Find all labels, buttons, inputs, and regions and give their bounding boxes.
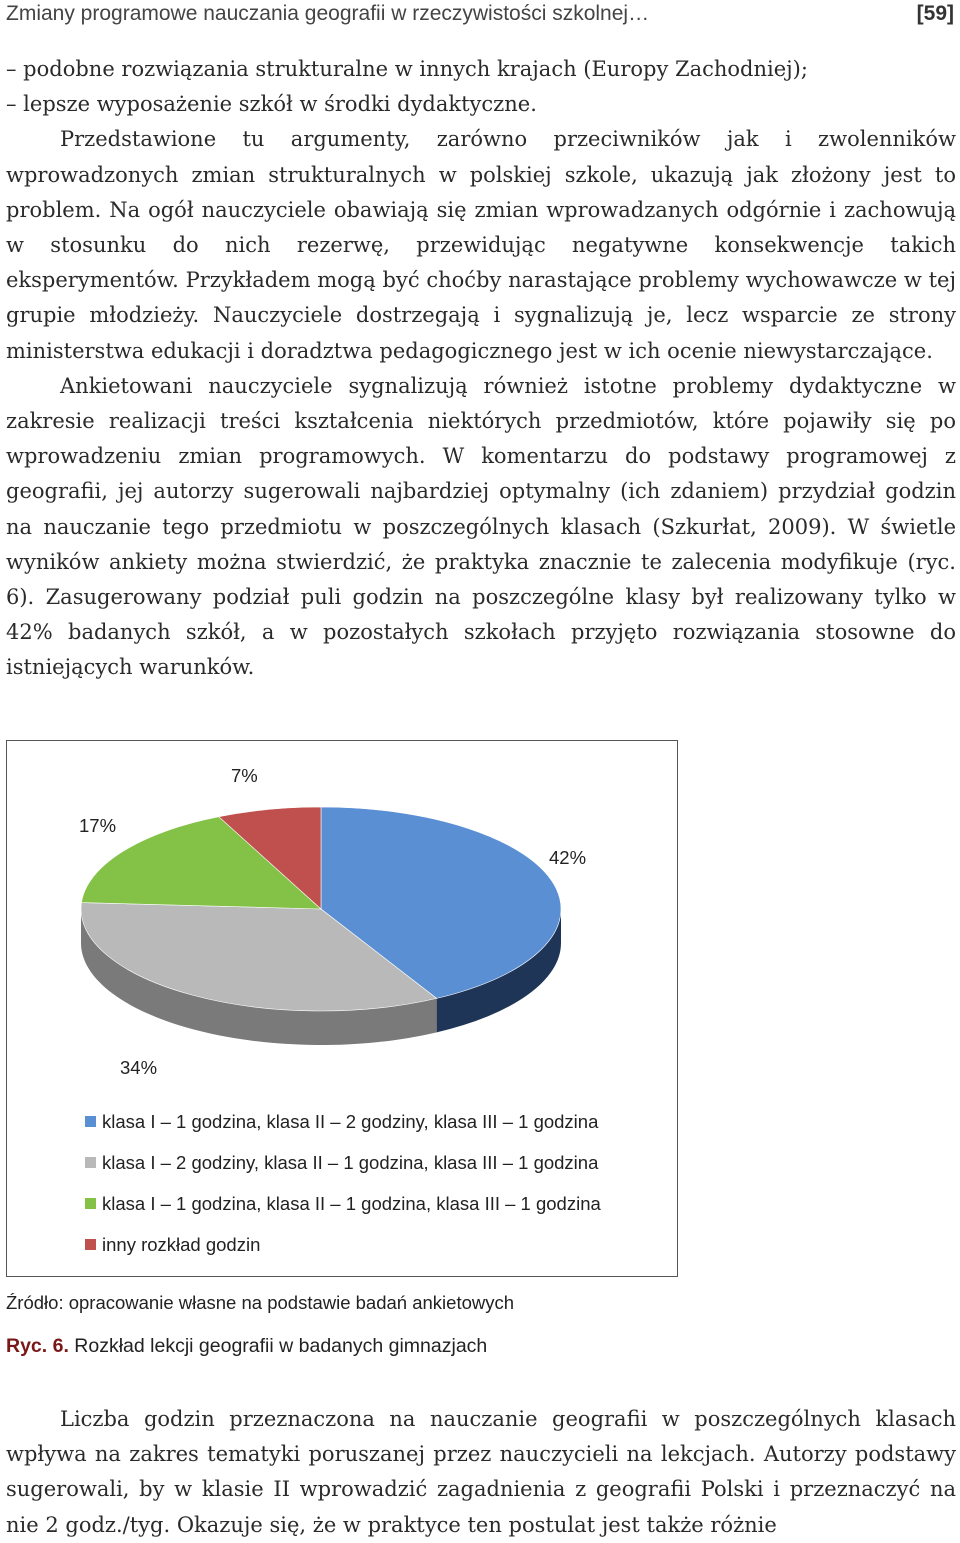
page-number: [59] (916, 2, 954, 25)
paragraph: Liczba godzin przeznaczona na nauczanie geografii w poszczególnych klasach wpływa na zakres tematyki poruszanej przez nauczycieli na lekcjach. Autorzy podstawy sugerowali, by w klasie II wprowadzić zagadnienia z geografii Polski i przeznaczyć na nie 2 godz./tyg. Okazuje się, że w praktyce ten postulat jest także różnie (6, 1407, 956, 1537)
pie-value-label: 34% (120, 1057, 158, 1078)
legend-swatch (85, 1157, 96, 1168)
legend-swatch (85, 1239, 96, 1250)
legend-item (85, 1224, 601, 1265)
pie-chart (7, 741, 677, 1101)
legend-label: klasa I – 1 godzina, klasa II – 1 godzina, klasa III – 1 godzina (102, 1192, 601, 1214)
legend-item (85, 1142, 601, 1183)
pie-value-label: 42% (549, 847, 587, 868)
running-header (6, 0, 954, 30)
chart-legend (85, 1101, 601, 1265)
legend-label: klasa I – 2 godziny, klasa II – 1 godzina, klasa III – 1 godzina (102, 1151, 599, 1173)
legend-swatch (85, 1116, 96, 1127)
legend-swatch (85, 1198, 96, 1209)
dash-item: – lepsze wyposażenie szkół w środki dydaktyczne. (6, 92, 537, 117)
legend-item (85, 1101, 601, 1142)
legend-item (85, 1183, 601, 1224)
dash-item: – podobne rozwiązania strukturalne w innych krajach (Europy Zachodniej); (6, 57, 808, 81)
lower-text-block (6, 1402, 956, 1543)
pie-value-label: 17% (79, 815, 117, 836)
legend-label: inny rozkład godzin (102, 1233, 261, 1255)
chart-figure (6, 740, 678, 1277)
pie-value-label: 7% (231, 765, 258, 786)
running-title: Zmiany programowe nauczania geografii w rzeczywistości szkolnej… (6, 2, 650, 25)
figure-caption (6, 1335, 487, 1358)
legend-label: klasa I – 1 godzina, klasa II – 2 godziny, klasa III – 1 godzina (102, 1110, 599, 1132)
figure-caption-label: Ryc. 6. (6, 1335, 69, 1357)
upper-text-block (6, 52, 956, 686)
paragraph: Ankietowani nauczyciele sygnalizują również istotne problemy dydaktyczne w zakresie realizacji treści kształcenia niektórych przedmiotów, które pojawiły się po wprowadzeniu zmian programowych. W komentarzu do podstawy programowej z geografii, jej autorzy sugerowali najbardziej optymalny (ich zdaniem) przydział godzin na nauczanie tego przedmiotu w poszczególnych klasach (Szkurłat, 2009). W świetle wyników ankiety można stwierdzić, że praktyka znacznie te zalecenia modyfikuje (ryc. 6). Zasugerowany podział puli godzin na poszczególne klasy był realizowany tylko w 42% badanych szkół, a w pozostałych szkołach przyjęto rozwiązania stosowne do istniejących warunków. (6, 373, 956, 680)
paragraph: Przedstawione tu argumenty, zarówno przeciwników jak i zwolenników wprowadzonych zmian strukturalnych w polskiej szkole, ukazują jak złożony jest to problem. Na ogół nauczyciele obawiają się zmian wprowadzanych odgórnie i zachowują w stosunku do nich rezerwę, przewidując negatywne konsekwencje takich eksperymentów. Przykładem mogą być choćby narastające problemy wychowawcze w tej grupie młodzieży. Nauczyciele dostrzegają i sygnalizują je, lecz wsparcie ze strony ministerstwa edukacji i doradztwa pedagogicznego jest w ich ocenie niewystarczające. (6, 127, 956, 363)
figure-caption-text: Rozkład lekcji geografii w badanych gimnazjach (68, 1335, 488, 1357)
figure-source: Źródło: opracowanie własne na podstawie badań ankietowych (6, 1292, 515, 1313)
